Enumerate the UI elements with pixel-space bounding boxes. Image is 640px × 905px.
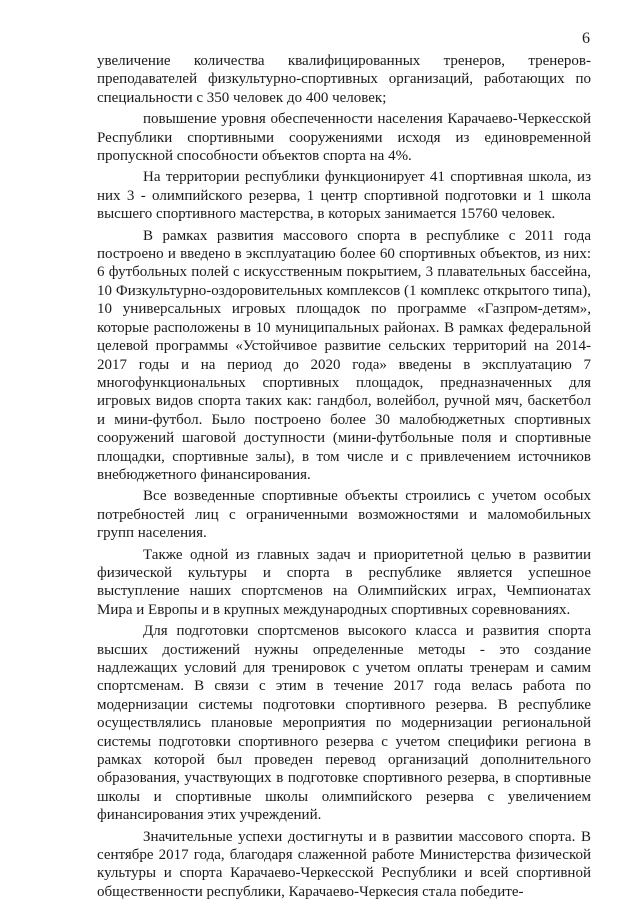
document-body [97,52,591,904]
paragraph: Все возведенные спортивные объекты строились с учетом особых потребностей лиц с ограниченными возможностями и маломобильных групп населения. [97,488,591,542]
paragraph: повышение уровня обеспеченности населения Карачаево-Черкесской Республики спортивными сооружениями исходя из единовременной пропускной способности объектов спорта на 4%. [97,111,591,165]
paragraph: Также одной из главных задач и приоритетной целью в развитии физической культуры и спорта в республике является успешное выступление наших спортсменов на Олимпийских играх, Чемпионатах Мира и Европы и в крупных международных спортивных соревнованиях. [97,546,591,618]
paragraph: Значительные успехи достигнуты и в развитии массового спорта. В сентябре 2017 года, благодаря слаженной работе Министерства физической культуры и спорта Карачаево-Черкесской Республики и всей спортивной общественности республики, Карачаево-Черкесия стала победите- [97,828,591,900]
page-number: 6 [582,30,590,47]
paragraph: В рамках развития массового спорта в республике с 2011 года построено и введено в эксплуатацию более 60 спортивных объектов, из них: 6 футбольных полей с искусственным покрытием, 3 плавательных бассейна, 10 Физкультурно-оздоровительных комплексов (1 комплекс открытого типа), 10 универсальных игровых площадок по программе «Газпром-детям», которые расположены в 10 муниципальных районах. В рамках федеральной целевой программы «Устойчивое развитие сельских территорий на 2014-2017 годы и на период до 2020 года» введены в эксплуатацию 7 многофункциональных спортивных площадок, предназначенных для игровых видов спорта таких как: гандбол, волейбол, ручной мяч, баскетбол и мини-футбол. Было построено более 30 малобюджетных спортивных сооружений шаговой доступности (мини-футбольные поля и спортивные площадки, спортивные залы), в том числе и с привлечением источников внебюджетного финансирования. [97,227,591,483]
paragraph: На территории республики функционирует 41 спортивная школа, из них 3 - олимпийского резерва, 1 центр спортивной подготовки и 1 школа высшего спортивного мастерства, в которых занимается 15760 человек. [97,169,591,223]
paragraph: увеличение количества квалифицированных тренеров, тренеров-преподавателей физкультурно-спортивных организаций, работающих по специальности с 350 человек до 400 человек; [97,53,591,106]
paragraph: Для подготовки спортсменов высокого класса и развития спорта высших достижений нужны определенные методы - это создание надлежащих условий для тренировок с учетом оплаты тренерам и самим спортсменам. В связи с этим в течение 2017 года велась работа по модернизации системы подготовки спортивного резерва. В республике осуществлялись плановые мероприятия по модернизации региональной системы подготовки спортивного резерва с учетом специфики региона в рамках которой был проведен перевод организаций дополнительного образования, участвующих в подготовке спортивного резерва, в спортивные школы и спортивные школы олимпийского резерва с увеличением финансирования этих учреждений. [97,623,591,824]
